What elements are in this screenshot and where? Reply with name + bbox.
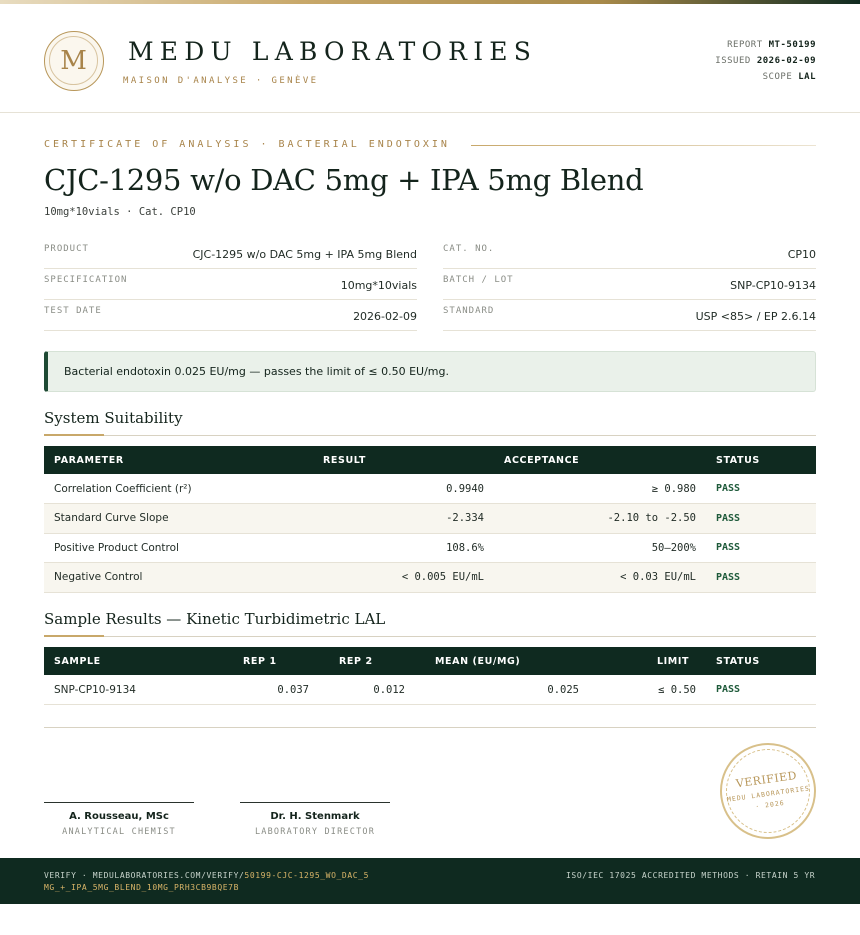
info-row-cat-no: [443, 238, 816, 269]
verify-prefix: VERIFY · MEDULABORATORIES.COM/VERIFY/: [44, 871, 245, 880]
info-label: TEST DATE: [44, 306, 102, 316]
sample-results-title: Sample Results — Kinetic Turbidimetric LAL: [44, 610, 386, 628]
column-header: SAMPLE: [54, 655, 101, 667]
accreditation-note: ISO/IEC 17025 ACCREDITED METHODS · RETAIN 5 YR: [566, 871, 816, 880]
info-value: CP10: [787, 247, 816, 261]
signatory-name: A. Rousseau, MSc: [69, 811, 169, 822]
stamp-label: VERIFIED: [735, 768, 798, 791]
status-badge: PASS: [706, 563, 816, 593]
issued-value: 2026-02-09: [756, 56, 816, 66]
section-divider: [44, 435, 816, 436]
acceptance-cell: < 0.03 EU/mL: [494, 563, 706, 593]
signatory-role: LABORATORY DIRECTOR: [254, 827, 376, 837]
acceptance-cell: -2.10 to -2.50: [494, 504, 706, 534]
info-grid-right: [443, 238, 816, 331]
info-label: SPECIFICATION: [44, 275, 128, 285]
table-row: [44, 474, 816, 504]
signature-block-analyst: [44, 802, 194, 837]
scope-value: LAL: [798, 72, 816, 82]
lab-seal-logo: [44, 31, 104, 91]
acceptance-cell: 50–200%: [494, 533, 706, 563]
parameter-cell: Standard Curve Slope: [44, 504, 303, 534]
section-accent: [44, 635, 104, 637]
letterhead: [0, 4, 860, 113]
table-header-row: [44, 446, 816, 474]
info-grid-left: [44, 238, 417, 331]
system-suitability-title: System Suitability: [44, 409, 183, 427]
info-row-standard: [443, 300, 816, 331]
verified-stamp: [714, 737, 822, 845]
status-badge: PASS: [706, 504, 816, 534]
result-cell: -2.334: [303, 504, 494, 534]
table-row: [44, 563, 816, 593]
verify-link[interactable]: 50199-CJC-1295_WO_DAC_5MG_+_IPA_5MG_BLEND_10MG_PRH3CB9BQE7B: [44, 871, 369, 892]
info-label: CAT. NO.: [443, 244, 495, 254]
issued-label: ISSUED: [715, 56, 751, 66]
section-divider: [44, 636, 816, 637]
parameter-cell: Correlation Coefficient (r²): [44, 474, 303, 504]
info-value: CJC-1295 w/o DAC 5mg + IPA 5mg Blend: [192, 247, 417, 261]
scope-row: [715, 69, 816, 85]
footer: [0, 858, 860, 904]
table-row: [44, 675, 816, 705]
result-cell: 0.9940: [303, 474, 494, 504]
stamp-sublabel: MEDU LABORATORIES · 2026: [726, 784, 811, 811]
limit-cell: ≤ 0.50: [589, 675, 706, 705]
info-label: PRODUCT: [44, 244, 89, 254]
column-header: REP 2: [339, 655, 373, 667]
column-header: STATUS: [716, 655, 760, 667]
signature-block-director: [240, 802, 390, 837]
section-accent: [44, 434, 104, 436]
report-meta: [715, 37, 816, 85]
acceptance-cell: ≥ 0.980: [494, 474, 706, 504]
table-row: [44, 504, 816, 534]
product-title: CJC-1295 w/o DAC 5mg + IPA 5mg Blend: [44, 163, 644, 197]
info-row-test-date: [44, 300, 417, 331]
column-header: REP 1: [243, 655, 277, 667]
info-row-product: [44, 238, 417, 269]
info-value: USP <85> / EP 2.6.14: [695, 309, 816, 323]
column-header: RESULT: [323, 454, 366, 466]
sample-cell: SNP-CP10-9134: [44, 675, 223, 705]
signatory-role: ANALYTICAL CHEMIST: [62, 827, 176, 837]
report-value: MT-50199: [768, 40, 816, 50]
system-suitability-table: [44, 446, 816, 593]
table-row: [44, 533, 816, 563]
column-header: PARAMETER: [54, 454, 124, 466]
info-value: SNP-CP10-9134: [730, 278, 816, 292]
result-cell: < 0.005 EU/mL: [303, 563, 494, 593]
info-row-specification: [44, 269, 417, 300]
sample-results-table: [44, 647, 816, 705]
info-label: STANDARD: [443, 306, 495, 316]
brand-subtitle: MAISON D'ANALYSE · GENÈVE: [123, 76, 319, 86]
column-header: STATUS: [716, 454, 760, 466]
column-header: LIMIT: [657, 655, 690, 667]
info-row-batch: [443, 269, 816, 300]
certificate-kicker: CERTIFICATE OF ANALYSIS · BACTERIAL ENDOTOXIN: [44, 139, 450, 150]
signature-divider: [44, 727, 816, 728]
column-header: MEAN (EU/MG): [435, 655, 521, 667]
info-value: 10mg*10vials: [340, 278, 417, 292]
report-number-row: [715, 37, 816, 53]
brand-name: MEDU LABORATORIES: [128, 37, 538, 66]
scope-label: SCOPE: [762, 72, 793, 82]
status-badge: PASS: [706, 474, 816, 504]
report-label: REPORT: [727, 40, 763, 50]
signatory-name: Dr. H. Stenmark: [270, 811, 360, 822]
kicker-divider: [471, 145, 816, 146]
info-label: BATCH / LOT: [443, 275, 514, 285]
table-header-row: [44, 647, 816, 675]
issued-row: [715, 53, 816, 69]
status-badge: PASS: [706, 675, 816, 705]
verify-text: [44, 870, 374, 894]
seal-letter: M: [49, 36, 98, 85]
result-callout: Bacterial endotoxin 0.025 EU/mg — passes the limit of ≤ 0.50 EU/mg.: [44, 351, 816, 392]
parameter-cell: Negative Control: [44, 563, 303, 593]
product-subtitle: 10mg*10vials · Cat. CP10: [44, 206, 196, 218]
mean-cell: 0.025: [415, 675, 589, 705]
rep2-cell: 0.012: [319, 675, 415, 705]
rep1-cell: 0.037: [223, 675, 319, 705]
info-value: 2026-02-09: [353, 309, 417, 323]
status-badge: PASS: [706, 533, 816, 563]
parameter-cell: Positive Product Control: [44, 533, 303, 563]
column-header: ACCEPTANCE: [504, 454, 580, 466]
result-cell: 108.6%: [303, 533, 494, 563]
